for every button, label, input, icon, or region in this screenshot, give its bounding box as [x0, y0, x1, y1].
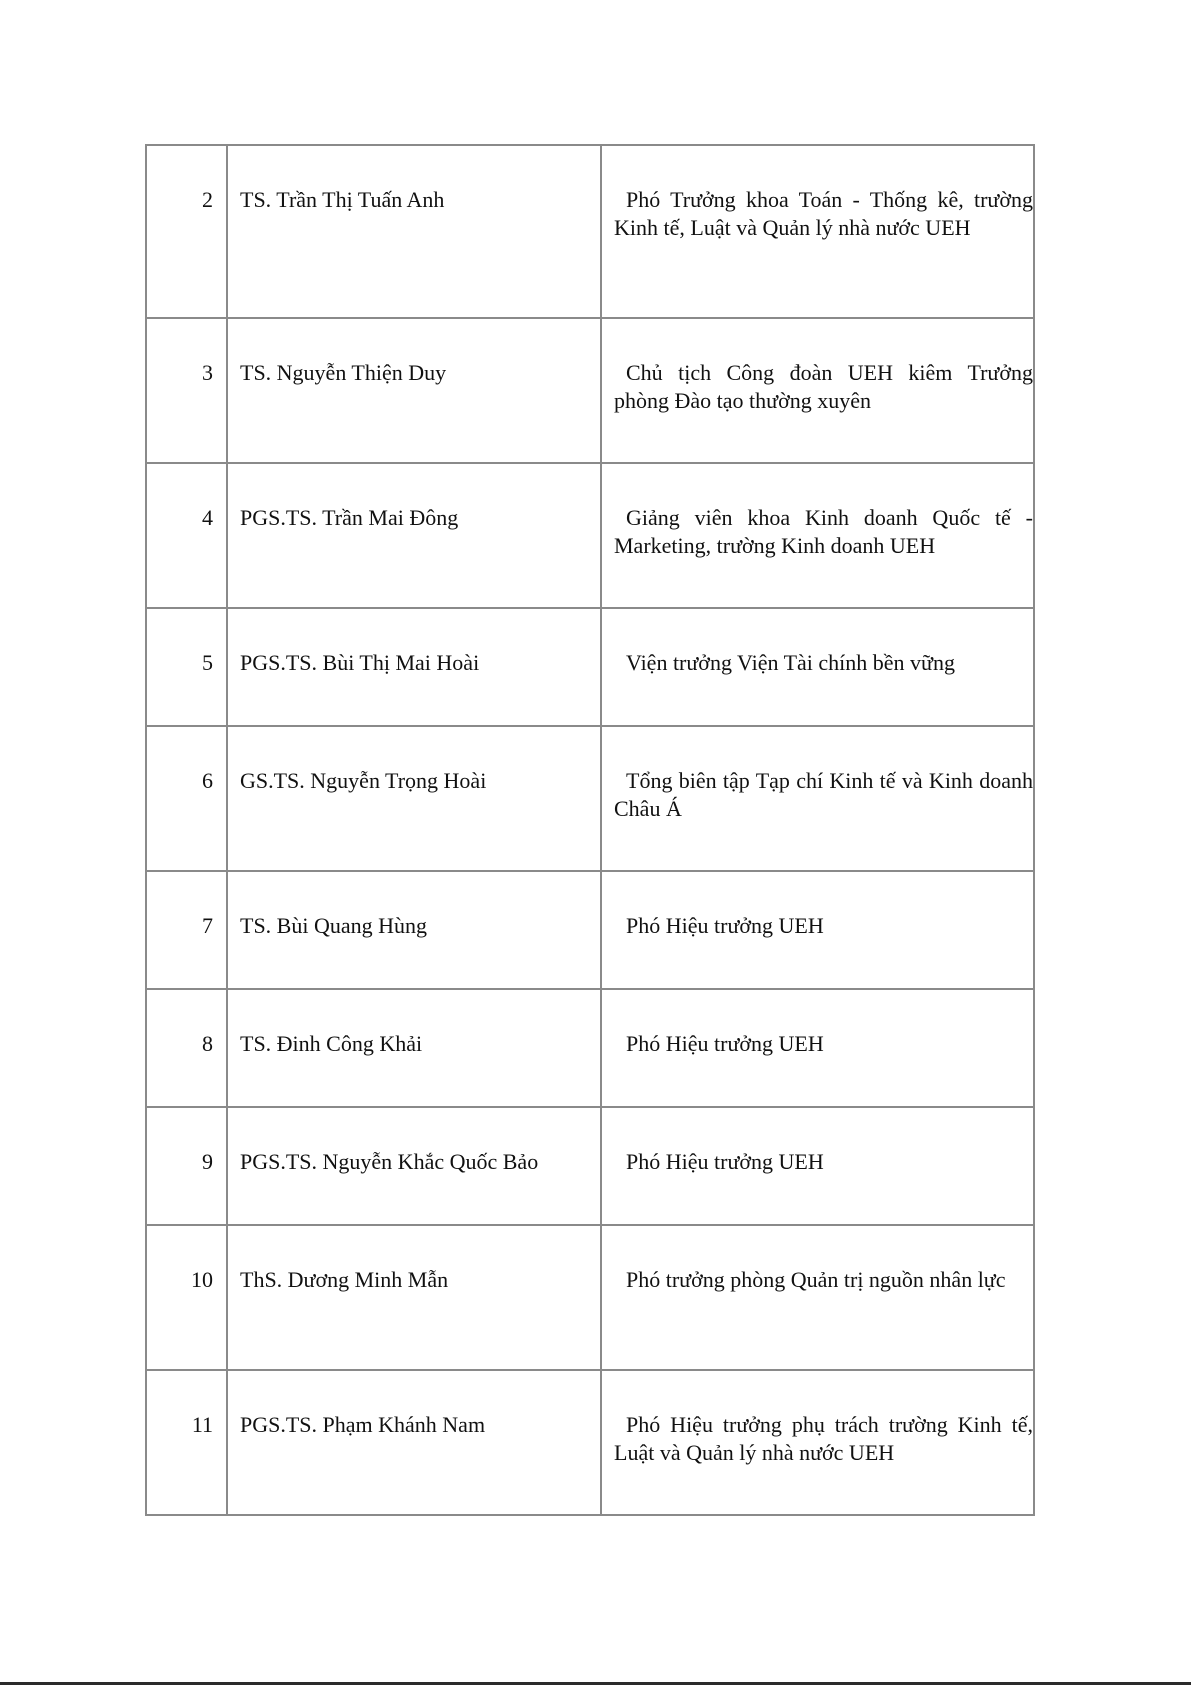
member-position: Chủ tịch Công đoàn UEH kiêm Trưởng phòng Đào tạo thường xuyên — [601, 318, 1034, 463]
table-row — [146, 871, 1034, 989]
member-position: Giảng viên khoa Kinh doanh Quốc tế - Marketing, trường Kinh doanh UEH — [601, 463, 1034, 608]
member-position: Phó Hiệu trưởng UEH — [601, 989, 1034, 1107]
row-number: 2 — [146, 145, 227, 318]
row-number: 9 — [146, 1107, 227, 1225]
table-row — [146, 989, 1034, 1107]
table-row — [146, 463, 1034, 608]
member-name: TS. Đinh Công Khải — [227, 989, 601, 1107]
member-name: ThS. Dương Minh Mẫn — [227, 1225, 601, 1370]
member-table — [145, 144, 1035, 1516]
row-number: 8 — [146, 989, 227, 1107]
member-position: Phó Hiệu trưởng phụ trách trường Kinh tế, Luật và Quản lý nhà nước UEH — [601, 1370, 1034, 1515]
row-number: 10 — [146, 1225, 227, 1370]
table-row — [146, 1370, 1034, 1515]
member-position: Phó Hiệu trưởng UEH — [601, 1107, 1034, 1225]
member-position: Phó Hiệu trưởng UEH — [601, 871, 1034, 989]
row-number: 7 — [146, 871, 227, 989]
member-name: PGS.TS. Phạm Khánh Nam — [227, 1370, 601, 1515]
member-position: Tổng biên tập Tạp chí Kinh tế và Kinh doanh Châu Á — [601, 726, 1034, 871]
member-name: GS.TS. Nguyễn Trọng Hoài — [227, 726, 601, 871]
table-row — [146, 1107, 1034, 1225]
table-row — [146, 1225, 1034, 1370]
row-number: 5 — [146, 608, 227, 726]
table-row — [146, 145, 1034, 318]
table-row — [146, 608, 1034, 726]
member-name: PGS.TS. Bùi Thị Mai Hoài — [227, 608, 601, 726]
row-number: 3 — [146, 318, 227, 463]
member-position: Viện trưởng Viện Tài chính bền vững — [601, 608, 1034, 726]
row-number: 4 — [146, 463, 227, 608]
member-position: Phó trưởng phòng Quản trị nguồn nhân lực — [601, 1225, 1034, 1370]
row-number: 6 — [146, 726, 227, 871]
member-name: PGS.TS. Nguyễn Khắc Quốc Bảo — [227, 1107, 601, 1225]
table-row — [146, 318, 1034, 463]
member-name: TS. Trần Thị Tuấn Anh — [227, 145, 601, 318]
member-name: TS. Bùi Quang Hùng — [227, 871, 601, 989]
member-name: PGS.TS. Trần Mai Đông — [227, 463, 601, 608]
member-name: TS. Nguyễn Thiện Duy — [227, 318, 601, 463]
row-number: 11 — [146, 1370, 227, 1515]
table-row — [146, 726, 1034, 871]
member-position: Phó Trưởng khoa Toán - Thống kê, trường Kinh tế, Luật và Quản lý nhà nước UEH — [601, 145, 1034, 318]
